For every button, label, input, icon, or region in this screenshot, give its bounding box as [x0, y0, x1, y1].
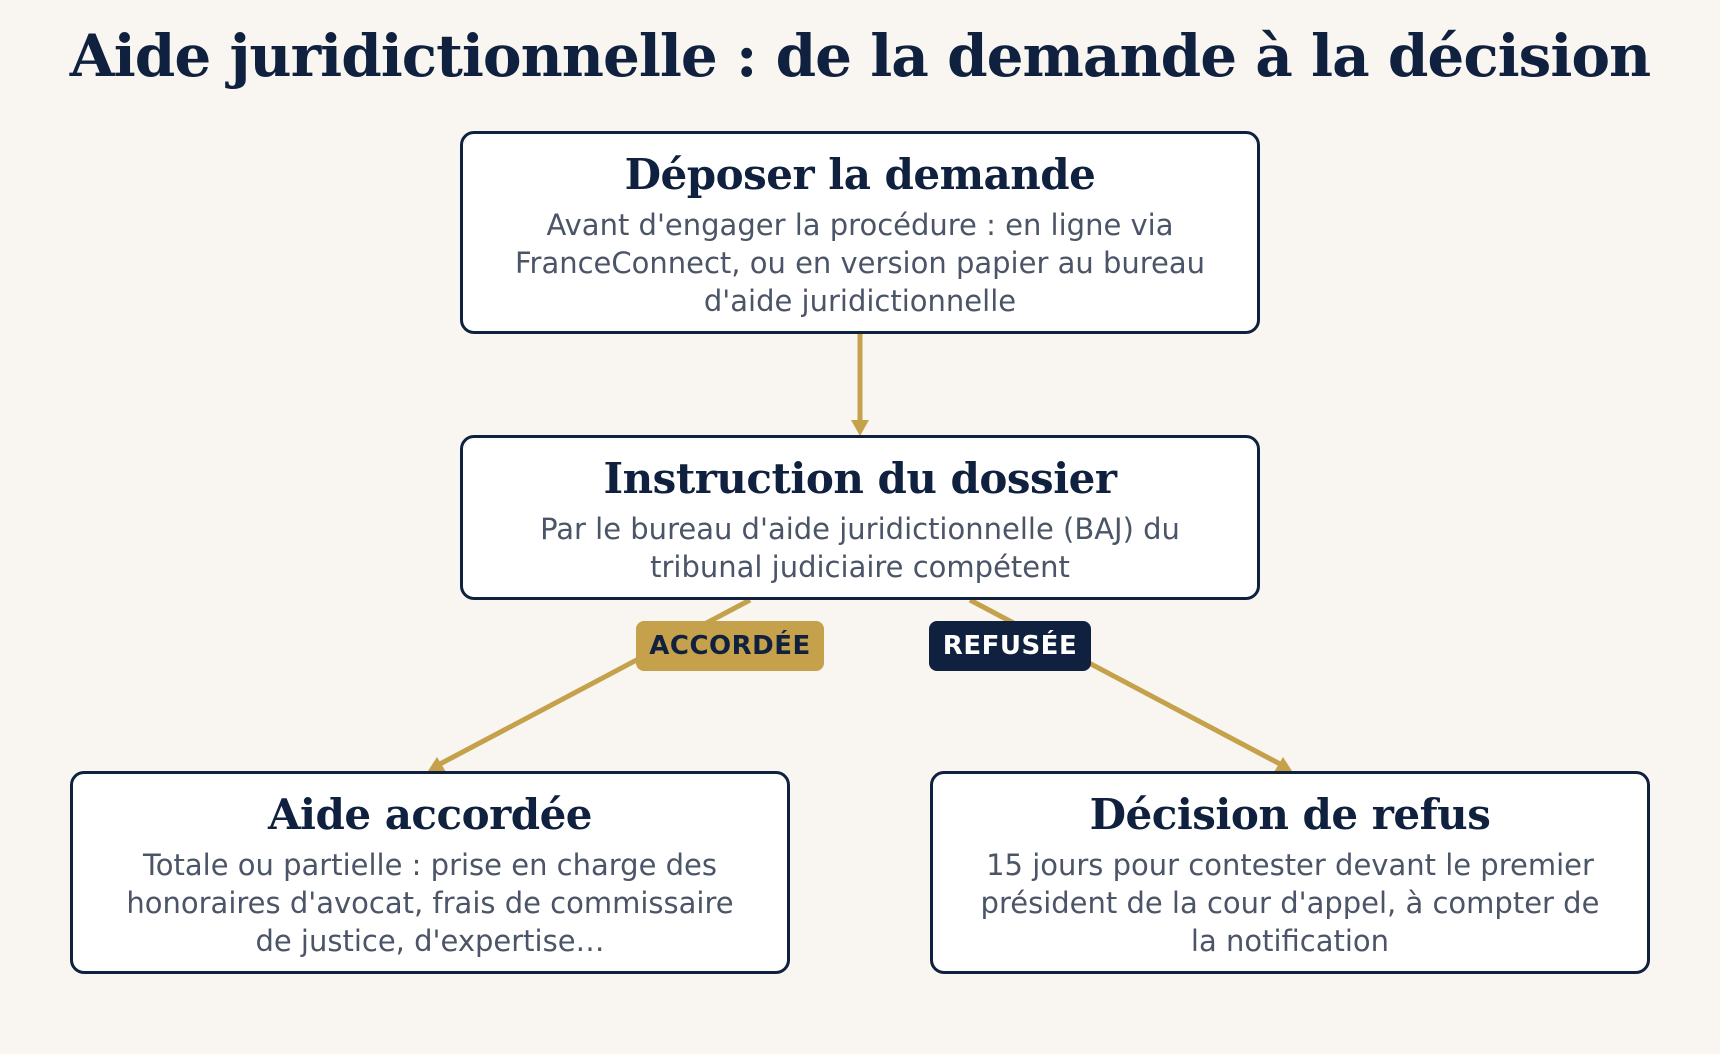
outcome-aid-granted: [70, 771, 790, 974]
step-title: Aide accordée: [267, 790, 593, 839]
branch-label-refused: REFUSÉE: [929, 621, 1091, 671]
step-submit-request: [460, 131, 1260, 334]
step-title: Instruction du dossier: [603, 454, 1117, 503]
step-description: Par le bureau d'aide juridictionnelle (BAJ) du tribunal judiciaire compétent: [540, 512, 1180, 584]
step-title: Décision de refus: [1089, 790, 1491, 839]
step-title: Déposer la demande: [624, 150, 1096, 199]
step-description: Avant d'engager la procédure : en ligne via FranceConnect, ou en version papier au bureau d'aide juridictionnelle: [514, 208, 1206, 318]
branch-label-accepted: ACCORDÉE: [636, 621, 824, 671]
step-description: Totale ou partielle : prise en charge des honoraires d'avocat, frais de commissaire de justice, d'expertise…: [126, 848, 734, 958]
step-description: 15 jours pour contester devant le premier président de la cour d'appel, à compter de la notification: [980, 848, 1600, 958]
diagram-title: Aide juridictionnelle : de la demande à la décision: [69, 22, 1651, 90]
arrow-step1-to-step2: [851, 333, 869, 436]
outcome-refusal: [930, 771, 1650, 974]
step-file-review: [460, 435, 1260, 600]
